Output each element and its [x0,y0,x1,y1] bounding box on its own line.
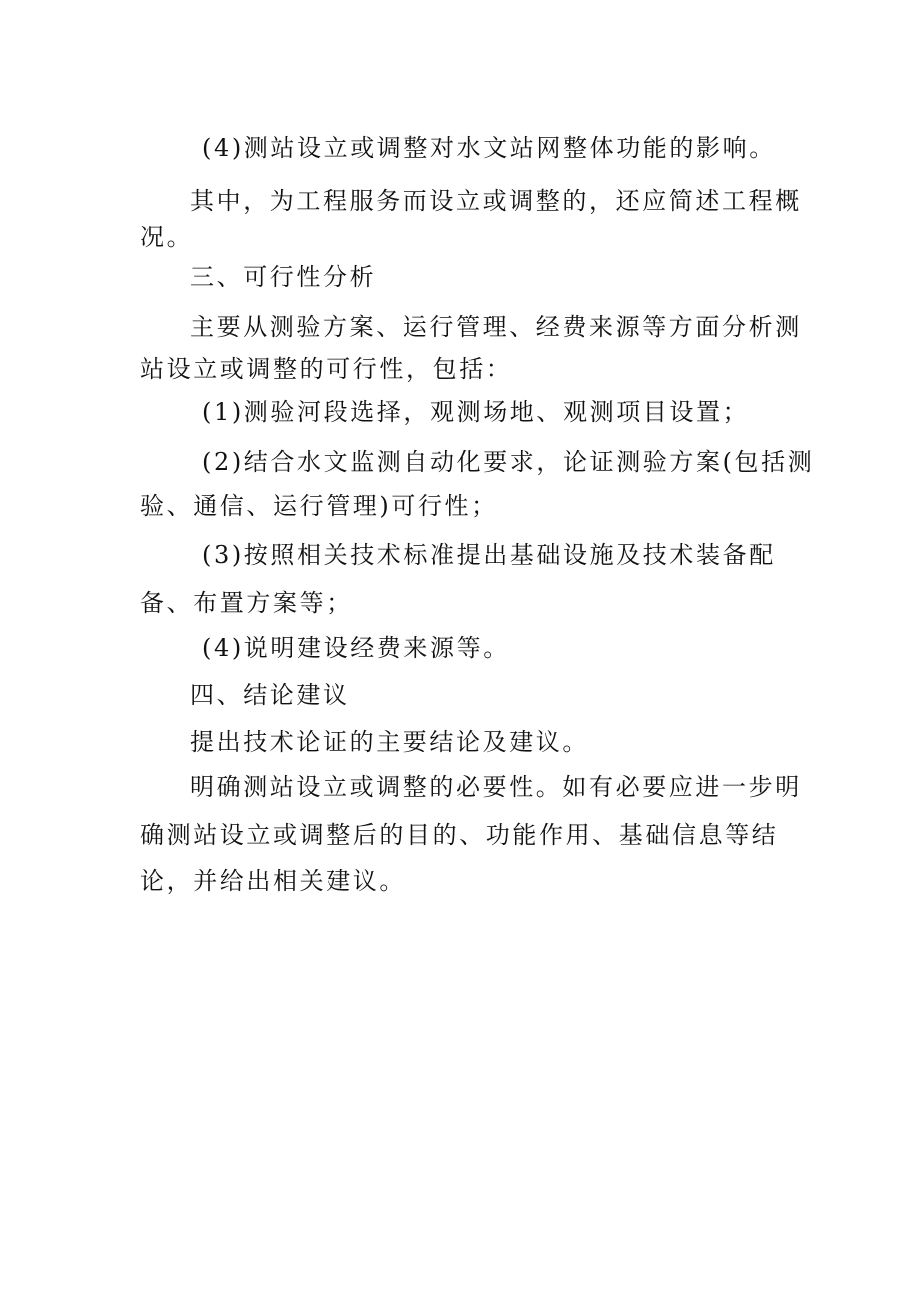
section-heading-conclusion: 四、结论建议 [190,681,350,709]
text-line-conclusion-intro: 提出技术论证的主要结论及建议。 [190,728,589,756]
text-line-item2: (2)结合水文监测自动化要求，论证测验方案(包括测 [202,448,815,476]
text-line-item4-impact: (4)测站设立或调整对水文站网整体功能的影响。 [202,134,776,162]
text-line-conclusion-body-end: 论，并给出相关建议。 [140,867,406,895]
text-line-item1: (1)测验河段选择，观测场地、观测项目设置； [202,398,750,426]
text-line-item2-cont: 验、通信、运行管理)可行性； [140,492,498,520]
section-heading-feasibility: 三、可行性分析 [190,263,377,291]
text-line-item4-funding: (4)说明建设经费来源等。 [202,634,510,662]
text-line-feasibility-intro: 主要从测验方案、运行管理、经费来源等方面分析测 [190,313,802,341]
text-line-engineering-note-cont: 况。 [140,223,194,251]
text-line-item3: (3)按照相关技术标准提出基础设施及技术装备配 [202,541,776,569]
text-line-feasibility-intro-cont: 站设立或调整的可行性，包括： [140,355,513,383]
text-line-engineering-note: 其中，为工程服务而设立或调整的，还应简述工程概 [190,187,802,215]
text-line-conclusion-body-cont: 确测站设立或调整后的目的、功能作用、基础信息等结 [140,821,779,849]
text-line-conclusion-body: 明确测站设立或调整的必要性。如有必要应进一步明 [190,773,802,801]
text-line-item3-cont: 备、布置方案等； [140,589,353,617]
